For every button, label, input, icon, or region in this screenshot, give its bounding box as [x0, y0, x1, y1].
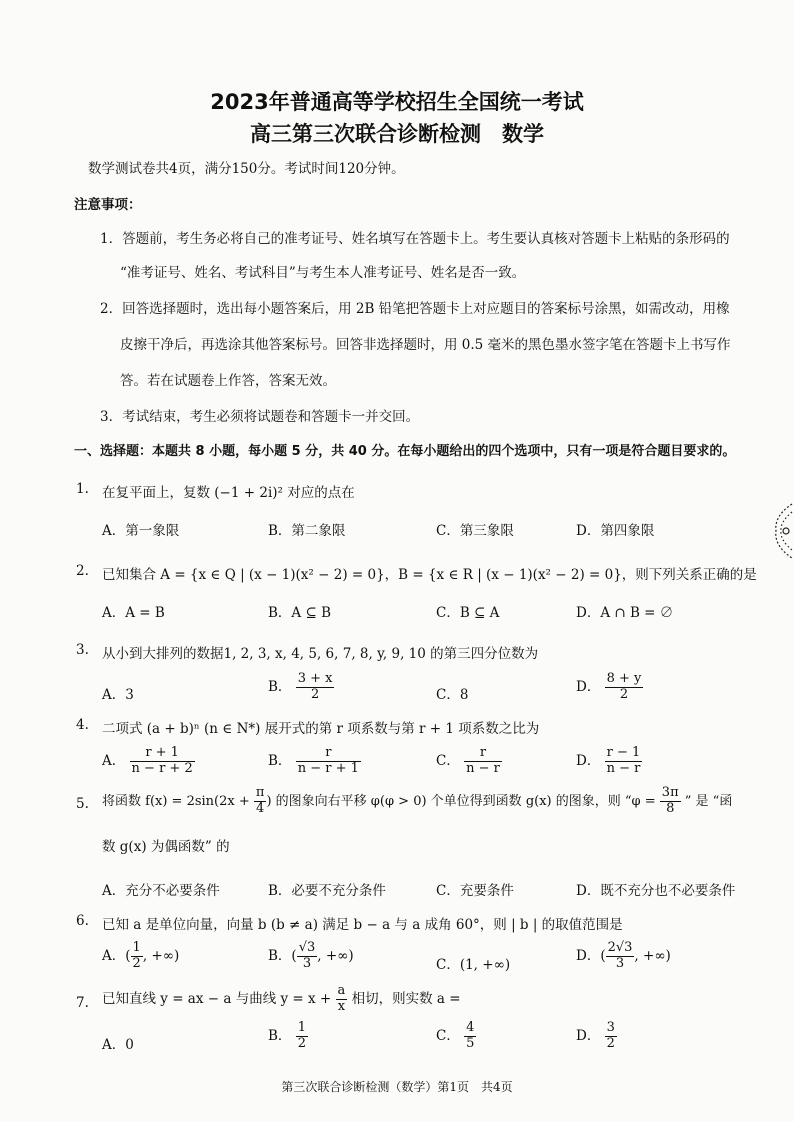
q4-stem: 二项式 (a + b)ⁿ (n ∈ N*) 展开式的第 r 项系数与第 r + 1 项系数之比为	[102, 721, 540, 737]
page-footer: 第三次联合诊断检测（数学）第1页 共4页	[281, 1080, 513, 1094]
q7-stem	[102, 984, 461, 1015]
section-heading: 一、选择题：本题共 8 小题，每小题 5 分，共 40 分。在每小题给出的四个选项中，只有一项是符合题目要求的。	[74, 444, 736, 459]
q4-option-b	[268, 746, 361, 777]
q7-option-b-fraction	[296, 1021, 308, 1052]
exam-subtitle: 高三第三次联合诊断检测 数学	[250, 122, 544, 146]
q4-b-denominator: n − r + 1	[297, 760, 359, 776]
q6-option-c: C．(1, +∞)	[436, 957, 511, 973]
q6-a-denominator: 2	[132, 955, 141, 971]
q1-stem: 在复平面上，复数 (−1 + 2i)² 对应的点在	[102, 485, 355, 501]
q4-d-numerator: r − 1	[605, 746, 643, 762]
q1-option-c: C．第三象限	[436, 523, 514, 539]
q6-option-d-label: D．(	[576, 947, 606, 964]
q7-option-b	[268, 1021, 308, 1052]
q3-d-denominator: 2	[619, 686, 629, 702]
q4-option-d-fraction	[605, 746, 643, 777]
q4-a-numerator: r + 1	[130, 746, 195, 762]
q3-option-d-label: D．	[576, 678, 601, 695]
q4-option-d-label: D．	[576, 752, 601, 769]
q2-option-d: D．A ∩ B = ∅	[576, 605, 674, 621]
q3-option-b-fraction	[296, 672, 335, 703]
q5-stem-part-a: 将函数 f(x) = 2sin(2x +	[102, 793, 250, 809]
q7-option-d-label: D．	[576, 1027, 601, 1044]
q5-option-d: D．既不充分也不必要条件	[576, 883, 736, 899]
q2-number: 2.	[76, 563, 89, 579]
q4-option-a	[102, 746, 195, 777]
q7-d-denominator: 2	[606, 1035, 615, 1051]
q7-number: 7.	[76, 995, 89, 1011]
q6-option-a	[102, 941, 179, 972]
q7-option-b-label: B．	[268, 1027, 292, 1044]
q4-c-numerator: r	[464, 746, 502, 762]
q5-stem-line2: 数 g(x) 为偶函数” 的	[102, 839, 230, 855]
q5-option-a: A．充分不必要条件	[102, 883, 220, 899]
q3-option-a: A．3	[102, 687, 134, 703]
q4-a-denominator: n − r + 2	[131, 760, 193, 776]
q3-option-d-fraction	[605, 672, 644, 703]
q6-option-b-fraction	[297, 941, 318, 972]
q5-frac-denominator: 4	[256, 800, 265, 816]
q4-option-b-fraction	[296, 746, 361, 777]
q6-option-a-fraction	[131, 941, 143, 972]
q6-option-d-tail: , +∞)	[634, 947, 671, 964]
q6-d-numerator: 2√3	[607, 940, 633, 955]
q2-option-b: B．A ⊆ B	[268, 605, 331, 621]
binding-seal-mark	[766, 496, 794, 566]
q7-frac-denominator: x	[337, 998, 346, 1014]
q5-option-c: C．充要条件	[436, 883, 514, 899]
q3-option-c: C．8	[436, 687, 469, 703]
q3-d-numerator: 8 + y	[606, 671, 642, 686]
notice-item-2c: 答。若在试题卷上作答，答案无效。	[120, 373, 336, 389]
q5-stem-part-b: ) 的图象向右平移 φ(φ > 0) 个单位得到函数 g(x) 的图象，则 “φ =	[266, 793, 656, 809]
q4-option-b-label: B．	[268, 752, 292, 769]
q5-stem-fraction	[254, 786, 267, 817]
q2-option-a: A．A = B	[102, 605, 165, 621]
q6-number: 6.	[76, 913, 89, 929]
q4-option-d	[576, 746, 642, 777]
q3-stem: 从小到大排列的数据1, 2, 3, x, 4, 5, 6, 7, 8, y, 9, 10 的第三四分位数为	[102, 646, 539, 662]
q7-d-numerator: 3	[606, 1020, 615, 1035]
q6-option-a-label: A．(	[102, 947, 131, 964]
q6-option-b-label: B．(	[268, 947, 297, 964]
q2-stem: 已知集合 A = {x ∈ Q | (x − 1)(x² − 2) = 0}，B = {x ∈ R | (x − 1)(x² − 2) = 0}，则下列关系正确的是	[102, 567, 757, 583]
q4-c-denominator: n − r	[466, 760, 500, 776]
q6-a-numerator: 1	[132, 940, 141, 955]
q7-option-c-label: C．	[436, 1027, 460, 1044]
notice-item-2b: 皮擦干净后，再选涂其他答案标号。回答非选择题时，用 0.5 毫米的黑色墨水签字笔在答题卡上书写作	[120, 337, 731, 353]
q3-option-b-label: B．	[268, 678, 292, 695]
q5-stem-part-c: ” 是 “函	[684, 793, 733, 809]
q7-c-denominator: 5	[466, 1035, 475, 1051]
q4-option-c	[436, 746, 502, 777]
q4-option-a-label: A．	[102, 752, 126, 769]
q1-option-a: A．第一象限	[102, 523, 180, 539]
q6-d-denominator: 3	[615, 955, 625, 971]
q5-stem-fraction-2	[660, 786, 681, 817]
q3-option-d	[576, 672, 643, 703]
q5-frac2-numerator: 3π	[661, 785, 679, 800]
q7-option-d-fraction	[605, 1021, 617, 1052]
q5-number: 5.	[76, 796, 89, 812]
q4-option-c-label: C．	[436, 752, 460, 769]
q5-frac-numerator: π	[255, 785, 265, 800]
q7-option-a: A．0	[102, 1037, 134, 1053]
q1-number: 1.	[76, 481, 89, 497]
q1-option-b: B．第二象限	[268, 523, 346, 539]
q7-c-numerator: 4	[466, 1020, 475, 1035]
q3-b-denominator: 2	[310, 686, 320, 702]
notice-item-2a: 2．回答选择题时，选出每小题答案后，用 2B 铅笔把答题卡上对应题目的答案标号涂黑，如需改动，用橡	[100, 301, 730, 317]
q6-option-d	[576, 941, 671, 972]
q4-option-c-fraction	[464, 746, 502, 777]
q7-option-d	[576, 1021, 617, 1052]
q4-d-denominator: n − r	[606, 760, 641, 776]
q6-option-a-tail: , +∞)	[142, 947, 180, 964]
q4-b-numerator: r	[296, 746, 361, 762]
q7-option-c-fraction	[464, 1021, 476, 1052]
q7-stem-fraction	[336, 984, 348, 1015]
q6-stem: 已知 a 是单位向量，向量 b (b ≠ a) 满足 b − a 与 a 成角 60°，则 | b | 的取值范围是	[102, 917, 623, 933]
exam-title: 2023年普通高等学校招生全国统一考试	[210, 90, 584, 114]
q5-option-b: B．必要不充分条件	[268, 883, 386, 899]
q4-number: 4.	[76, 717, 89, 733]
q7-b-denominator: 2	[297, 1035, 306, 1051]
q2-option-c: C．B ⊆ A	[436, 605, 500, 621]
q7-stem-part-b: 相切，则实数 a =	[351, 990, 461, 1007]
notice-heading: 注意事项：	[74, 197, 142, 213]
q3-option-b	[268, 672, 334, 703]
q6-b-denominator: 3	[302, 955, 312, 971]
q5-stem-line1	[102, 786, 732, 817]
q6-b-numerator: √3	[298, 940, 316, 955]
q1-option-d: D．第四象限	[576, 523, 655, 539]
q7-frac-numerator: a	[337, 983, 346, 998]
q5-frac2-denominator: 8	[666, 800, 675, 816]
notice-item-1b: “准考证号、姓名、考试科目”与考生本人准考证号、姓名是否一致。	[120, 265, 526, 281]
q6-option-d-fraction	[606, 941, 635, 972]
q6-option-b-tail: , +∞)	[317, 947, 354, 964]
q7-stem-part-a: 已知直线 y = ax − a 与曲线 y = x +	[102, 990, 332, 1007]
q3-number: 3.	[76, 642, 89, 658]
exam-intro: 数学测试卷共4页，满分150分。考试时间120分钟。	[88, 161, 405, 177]
q7-option-c	[436, 1021, 476, 1052]
q7-b-numerator: 1	[297, 1020, 306, 1035]
q4-option-a-fraction	[130, 746, 195, 777]
notice-item-3: 3．考试结束，考生必须将试题卷和答题卡一并交回。	[100, 409, 420, 425]
q6-option-b	[268, 941, 354, 972]
notice-item-1a: 1．答题前，考生务必将自己的准考证号、姓名填写在答题卡上。考生要认真核对答题卡上粘贴的条形码的	[100, 231, 730, 247]
q3-b-numerator: 3 + x	[297, 671, 333, 686]
